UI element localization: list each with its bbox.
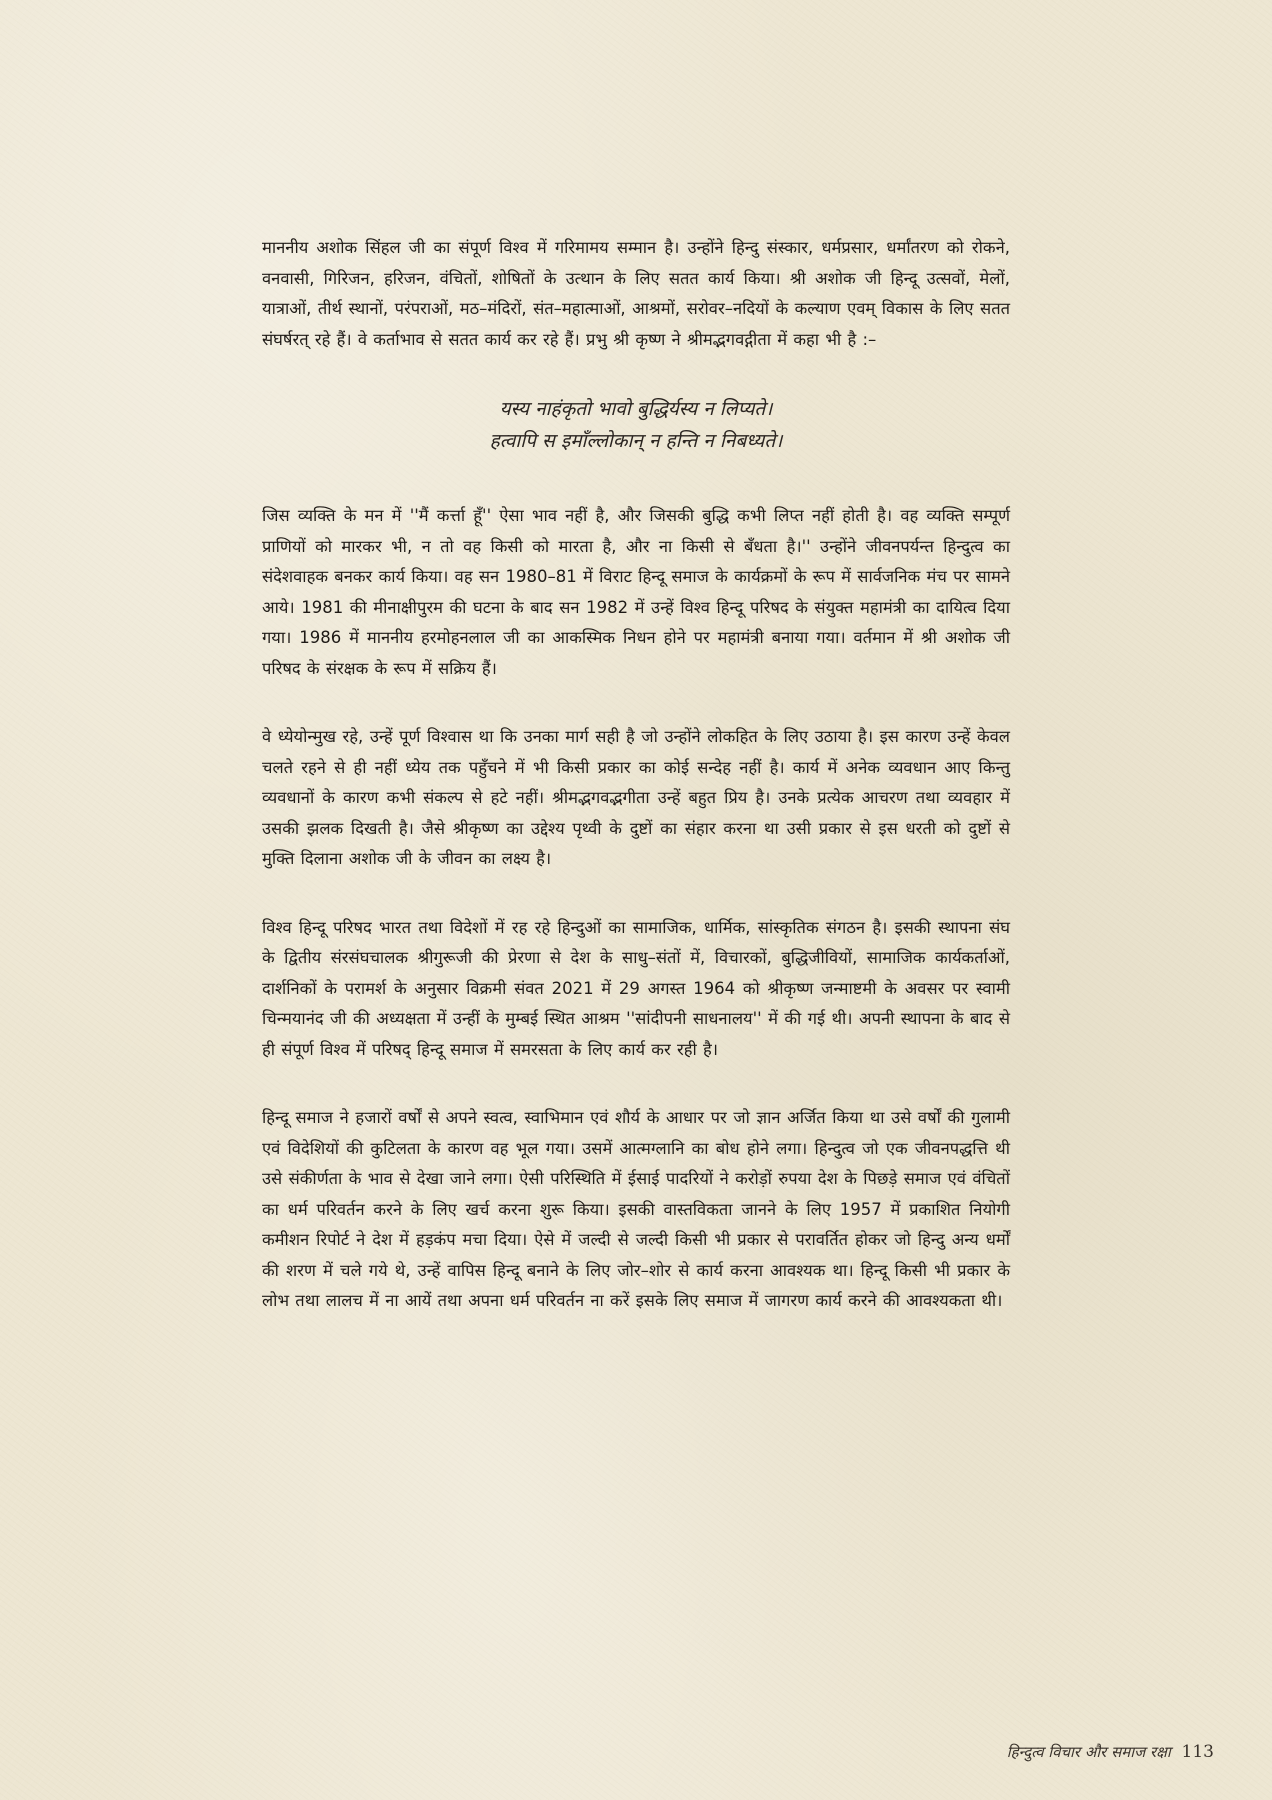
page-content [262, 233, 1010, 1355]
verse-line-2: हत्वापि स इमाँल्लोकान् न हन्ति न निबध्यते। [489, 430, 783, 452]
paragraph-2: जिस व्यक्ति के मन में ''मैं कर्त्ता हूँ'' ऐसा भाव नहीं है, और जिसकी बुद्धि कभी लिप्त नहीं होती है। वह व्यक्ति सम्पूर्ण प्राणियों को मारकर भी, न तो वह किसी को मारता है, और ना किसी से बँधता है।'' उन्होंने जीवनपर्यन्त हिन्दुत्व का संदेशवाहक बनकर कार्य किया। वह सन 1980–81 में विराट हिन्दू समाज के कार्यक्रमों के रूप में सार्वजनिक मंच पर सामने आये। 1981 की मीनाक्षीपुरम की घटना के बाद सन 1982 में उन्हें विश्व हिन्दू परिषद के संयुक्त महामंत्री का दायित्व दिया गया। 1986 में माननीय हरमोहनलाल जी का आकस्मिक निधन होने पर महामंत्री बनाया गया। वर्तमान में श्री अशोक जी परिषद के संरक्षक के रूप में सक्रिय हैं। [262, 506, 1010, 678]
paragraph-3: वे ध्येयोन्मुख रहे, उन्हें पूर्ण विश्वास था कि उनका मार्ग सही है जो उन्होंने लोकहित के लिए उठाया है। इस कारण उन्हें केवल चलते रहने से ही नहीं ध्येय तक पहुँचने में भी किसी प्रकार का कोई सन्देह नहीं है। कार्य में अनेक व्यवधान आए किन्तु व्यवधानों के कारण कभी संकल्प से हटे नहीं। श्रीमद्भगवद्भगीता उन्हें बहुत प्रिय है। उनके प्रत्येक आचरण तथा व्यवहार में उसकी झलक दिखती है। जैसे श्रीकृष्ण का उद्देश्य पृथ्वी के दुष्टों का संहार करना था उसी प्रकार से इस धरती को दुष्टों से मुक्ति दिलाना अशोक जी के जीवन का लक्ष्य है। [262, 727, 1010, 868]
paragraph-4: विश्व हिन्दू परिषद भारत तथा विदेशों में रह रहे हिन्दुओं का सामाजिक, धार्मिक, सांस्कृतिक संगठन है। इसकी स्थापना संघ के द्वितीय संरसंघचालक श्रीगुरूजी की प्रेरणा से देश के साधु–संतों में, विचारकों, बुद्धिजीवियों, सामाजिक कार्यकर्ताओं, दार्शनिकों के परामर्श के अनुसार विक्रमी संवत 2021 में 29 अगस्त 1964 को श्रीकृष्ण जन्माष्टमी के अवसर पर स्वामी चिन्मयानंद जी की अध्यक्षता में उन्हीं के मुम्बई स्थित आश्रम ''सांदीपनी साधनालय'' में की गई थी। अपनी स्थापना के बाद से ही संपूर्ण विश्व में परिषद् हिन्दू समाज में समरसता के लिए कार्य कर रही है। [262, 917, 1010, 1059]
paragraph-5: हिन्दू समाज ने हजारों वर्षों से अपने स्वत्व, स्वाभिमान एवं शौर्य के आधार पर जो ज्ञान अर्जित किया था उसे वर्षों की गुलामी एवं विदेशियों की कुटिलता के कारण वह भूल गया। उसमें आत्मग्लानि का बोध होने लगा। हिन्दुत्व जो एक जीवनपद्धत्ति थी उसे संकीर्णता के भाव से देखा जाने लगा। ऐसी परिस्थिति में ईसाई पादरियों ने करोड़ों रुपया देश के पिछड़े समाज एवं वंचितों का धर्म परिवर्तन करने के लिए खर्च करना शुरू किया। इसकी वास्तविकता जानने के लिए 1957 में प्रकाशित नियोगी कमीशन रिपोर्ट ने देश में हड़कंप मचा दिया। ऐसे में जल्दी से जल्दी किसी भी प्रकार से परावर्तित होकर जो हिन्दु अन्य धर्मों की शरण में चले गये थे, उन्हें वापिस हिन्दू बनाने के लिए जोर–शोर से कार्य करना आवश्यक था। हिन्दू किसी भी प्रकार के लोभ तथा लालच में ना आयें तथा अपना धर्म परिवर्तन ना करें इसके लिए समाज में जागरण कार्य करने की आवश्यकता थी। [262, 1108, 1010, 1310]
paragraph-1: माननीय अशोक सिंहल जी का संपूर्ण विश्व में गरिमामय सम्मान है। उन्होंने हिन्दु संस्कार, धर्मप्रसार, धर्मांतरण को रोकने, वनवासी, गिरिजन, हरिजन, वंचितों, शोषितों के उत्थान के लिए सतत कार्य किया। श्री अशोक जी हिन्दू उत्सवों, मेलों, यात्राओं, तीर्थ स्थानों, परंपराओं, मठ–मंदिरों, संत–महात्माओं, आश्रमों, सरोवर–नदियों के कल्याण एवम् विकास के लिए सतत संघर्षरत् रहे हैं। वे कर्ताभाव से सतत कार्य कर रहे हैं। प्रभु श्री कृष्ण ने श्रीमद्भगवद्गीता में कहा भी है :– [262, 238, 1010, 349]
page-number: 113 [1181, 1742, 1214, 1762]
gita-verse [262, 393, 1010, 457]
page-footer [1007, 1742, 1214, 1762]
verse-line-1: यस्य नाहंकृतो भावो बुद्धिर्यस्य न लिप्यते। [499, 398, 773, 420]
book-title: हिन्दुत्व विचार और समाज रक्षा [1006, 1743, 1171, 1761]
